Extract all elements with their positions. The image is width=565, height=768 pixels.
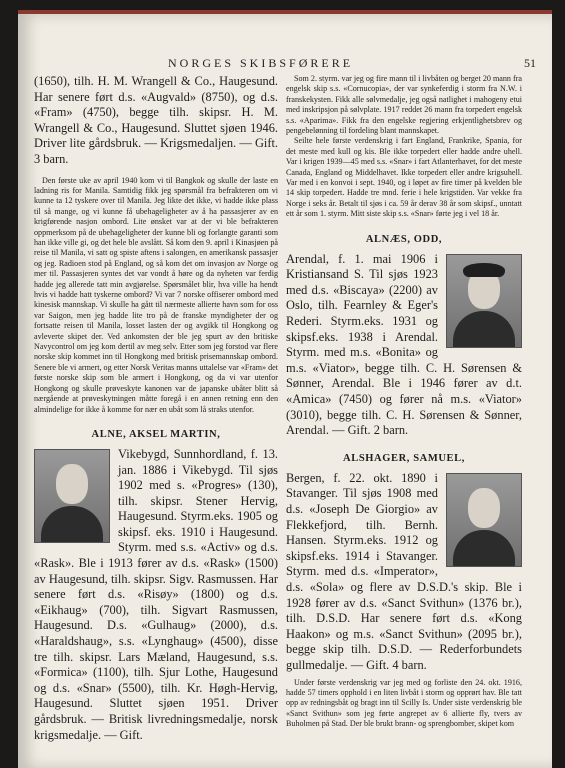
book-page (18, 14, 552, 768)
right-para-1: Som 2. styrm. var jeg og fire mann til i livbåten og berget 20 mann fra engelsk skip s.s. «Cornucopia», der var synkeferdig i storm fra N.W. i franskekysten. Fikk alle sølvmedalje, jeg også natlighet i mahogeny etui med inskripsjon på sølvplate. 1917 reddet 26 mann fra torpedert engelsk s.s. «Aparima». Fikk fra den engelske regjering erkjentlighetsbrev og pengebelønning til fordeling blant mannskapet. (286, 74, 522, 136)
page-number: 51 (524, 56, 536, 70)
left-para-1: (1650), tilh. H. M. Wrangell & Co., Haugesund. Har senere ført d.s. «Augvald» (8750), og d.s. «Fram» (4750), begge tilh. skipsr. H. M. Wrangell & Co., Haugesund. Sluttet sjøen 1946. Driver lite gårdsbruk. — Krigsmedaljen. — Gift. 3 barn. (34, 74, 278, 166)
portrait-alnaes-photo (446, 254, 522, 348)
entry-alne (34, 447, 278, 743)
portrait-alshager-photo (446, 473, 522, 567)
entry-name-alnaes: ALNÆS, ODD, (365, 233, 443, 245)
portrait-alne-photo (34, 449, 110, 543)
entry-alnaes (286, 252, 522, 439)
right-para-2: Seilte hele første verdenskrig i fart England, Frankrike, Spania, for det meste med kull og kis. Ble ikke torpedert eller hadde andre uhell. Var i krigen 1939—45 med s.s. «Snar» i fart Atlanterhavet, for det meste Canada, England og Middelhavet. Ikke torpedert eller andre krigsuhell. Var med i en konvoi i sept. 1940, og i løpet av fire timer på kvelden ble 14 skip torpedert. Hadde tre mnd. ferie i hele krigstiden. Var vekke fra Norge i seks år. Betalt til sjøs i ca. 59 år derav 38 år som skipsf., unntatt ett år som 1. styrm. Mitt siste skip s.s. «Snar» førte jeg i vel 18 år. (286, 136, 522, 219)
entry-name-alshager: ALSHAGER, SAMUEL, (343, 452, 465, 464)
left-column (34, 74, 278, 743)
page-header (18, 56, 552, 74)
entry-alne-text: Vikebygd, Sunnhordland, f. 13. jan. 1886 i Vikebygd. Til sjøs 1902 med s. «Progres» (130), tilh. skipsr. Stener Hervig, Haugesund. Styrm.eks. 1905 og skipsf. eks. 1910 i Haugesund. Styrm. med s.s. «Activ» og d.s. «Rask». Ble i 1913 fører av d.s. «Rask» (1500) av Haugesund, tilh. skipsr. Sigv. Rasmussen. Har senere ført d.s. «Risøy» (1800) og d.s. «Eikhaug» (700), tilh. Sigvart Rasmussen, Haugesund. D.s. «Gulhaug» (2000), d.s. «Haraldshaug», s.s. «Lynghaug» (4500), disse tre tilh. skipsr. Lars Mæland, Haugesund, s.s. «Formica» (1100), tilh. Sjur Lothe, Haugesund og d.s. «Snar» (5500), tilh. Kr. Høgh-Hervig, Haugesund. Sluttet sjøen 1951. Driver gårdsbruk. — Britisk livredningsmedalje, norsk krigsmedalje. — Gift. (34, 446, 278, 742)
entry-alshager (286, 471, 522, 674)
entry-alshager-text: Bergen, f. 22. okt. 1890 i Stavanger. Til sjøs 1908 med d.s. «Joseph De Giorgio» av Flekkefjord, tilh. Bernh. Hansen. Styrm.eks. 1912 og skipsf.eks. 1914 i Stavanger. Styrm. med d.s. «Imperator», d.s. «Sola» og flere av D.S.D.'s skip. Ble i 1928 fører av d.s. «Sanct Svithun» (1376 br.), tilh. D.S.D. Har senere ført d.s. «Kong Haakon» og m.s. «Sanct Svithun» (2095 br.), begge skip tilh. D.S.D. — Rederforbundets gullmedalje. — Gift. 4 barn. (286, 470, 522, 672)
right-column (286, 74, 522, 730)
entry-alnaes-text: Arendal, f. 1. mai 1906 i Kristiansand S. Til sjøs 1923 med d.s. «Biscaya» (2200) av Oslo, tilh. Fearnley & Eger's Rederi. Styrm.eks. 1931 og skipsf.eks. 1938 i Arendal. Styrm. med m.s. «Bonita» og m.s. «Viator», begge tilh. C. H. Sørensen & Sønner, Arendal. Ble i 1946 fører av d.t. «Amica» (7450) og fører nå m.s. «Viator» (3010), begge tilh. C. H. Sørensen & Sønner, Arendal. — Gift. 2 barn. (286, 251, 522, 438)
left-para-2: Den første uke av april 1940 kom vi til Bangkok og skulle der laste en ladning ris for Manila. Samtidig fikk jeg spørsmål fra befrakteren om vi kunne ta 12 tyskere over til Manila. Jeg likte det ikke, vi hadde ikke plass til så mange, og vi kunne få ubehageligheter av å ha passasjerer av en krigførende nasjon ombord. Lite ønsket var at der vi ble befrakteren oppmerksom på de ubehageligheter der kunne bli og forlangte garanti som han ikke ville gi, og det hele ble avslått. Så kom den 9. april i Kinasjøen på reise til Manila, vi satt og spiste aftens i salongen, en amerikansk passasjer og jeg. Radioen stod på England, og så kom det om invasjon av Norge og mer til. Passasjeren syntes det var vondt å høre og da nyheten var ferdig hadde jeg allerede tatt min avgjørelse. Spørsmålet blir, hva ville ha hendt hvis vi hadde hatt tyskerne ombord? Vi var 7 norske offiserer ombord med kinesisk mannskap. Vi skulle ha gått til nærmeste allierte havn som for oss var Saigon, men jeg hadde lite tro på de franske myndigheter der og fortsatte reisen til Manila, losset lasten der og avgikk til Hongkong og avleverte skipet der. Ved ankomsten der ble jeg spurt av den britiske Navycontrol om jeg kom dertil av meg selv. Etter som jeg forstod var flere norske skip kommet inn til Hongkong med britisk prisemannskap ombord. Senere ble vi armert, og etter Norsk Veritas manns uttalelse var «Fram» det første norske skip som ble armert i Hongkong, og da vi var utenfor Hongkong og skulle prøveskyte kanonen var de japanske ubåter blitt så nærgående at prøveskytningen måtte foregå i en annen retning enn den almindelige for ikke å komme for nær en ubåt som lå straks utenfor. (34, 175, 278, 414)
running-title: NORGES SKIBSFØRERE (168, 56, 354, 70)
right-para-5: Under første verdenskrig var jeg med og forliste den 24. okt. 1916, hadde 57 timers opphold i en liten livbåt i storm og opprørt hav. Ble tatt opp av redningsbåt og bragt inn til Scilly Is. Under siste verdenskrig ble «Sanct Svithun» som jeg førte angrepet av 6 allierte fly, tvers av Buholmen på Stad. Der ble brukt brann- og sprengbomber, skipet kom (286, 677, 522, 729)
entry-name-alne: ALNE, AKSEL MARTIN, (91, 428, 221, 440)
